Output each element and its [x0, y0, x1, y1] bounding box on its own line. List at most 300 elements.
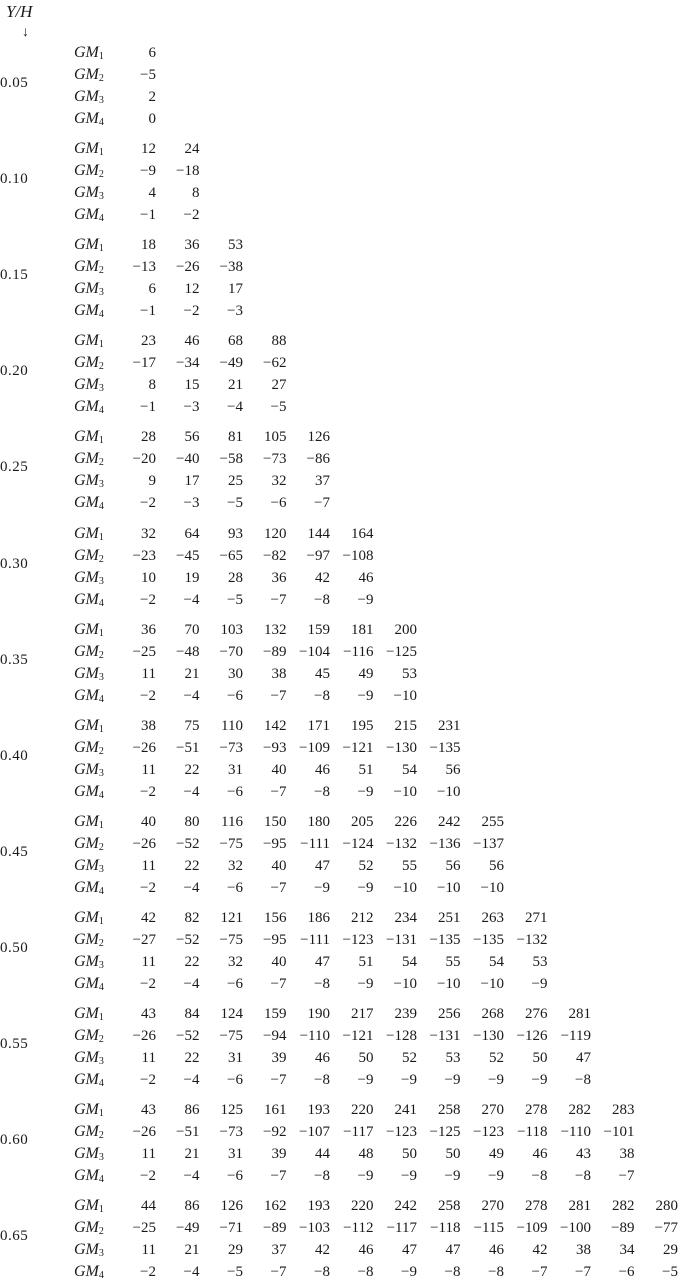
table-cell: 50 — [445, 1146, 461, 1163]
table-cell: −9 — [357, 1168, 374, 1185]
table-cell: −89 — [263, 1220, 287, 1237]
gm-label-base: GM — [74, 812, 99, 830]
table-cell: −7 — [270, 879, 287, 896]
table-cell: −9 — [357, 687, 374, 704]
table-cell: −126 — [516, 1028, 548, 1044]
table-cell: 64 — [184, 525, 200, 542]
table-cell: −121 — [342, 739, 374, 756]
gm-label-subscript: 4 — [98, 405, 104, 417]
table-cell: −10 — [480, 975, 504, 992]
table-cell: −52 — [176, 835, 200, 852]
gm-label-subscript: 2 — [98, 1034, 104, 1045]
table-cell: 132 — [264, 621, 287, 638]
table-cell: 31 — [228, 1146, 243, 1163]
gm-label — [74, 492, 104, 518]
table-cell: 12 — [141, 141, 156, 158]
table-cell: 43 — [576, 1146, 591, 1163]
table-cell: −89 — [611, 1220, 635, 1237]
table-cell: 276 — [525, 1006, 548, 1022]
table-row — [0, 1069, 700, 1091]
table-cell: −2 — [183, 303, 200, 320]
table-cell: 49 — [489, 1146, 504, 1163]
gm-label — [74, 589, 104, 615]
gm-label-base: GM — [74, 782, 99, 800]
table-cell: 51 — [358, 953, 374, 970]
table-cell: 38 — [271, 665, 287, 682]
yh-group — [0, 330, 700, 418]
table-cell: −7 — [270, 975, 287, 992]
table-cell: −23 — [132, 547, 156, 564]
table-row — [0, 641, 700, 663]
gm-label-subscript: 2 — [98, 1226, 104, 1238]
table-cell: −131 — [429, 1028, 461, 1044]
table-cell: −51 — [176, 1124, 200, 1141]
yh-value: 0.60 — [0, 1132, 29, 1149]
table-cell: −3 — [183, 399, 200, 416]
table-cell: −117 — [343, 1124, 374, 1141]
gm-label-base: GM — [74, 66, 99, 83]
table-cell: −123 — [342, 931, 374, 948]
table-cell: 82 — [184, 909, 200, 926]
table-cell: −6 — [270, 495, 287, 512]
table-row — [0, 138, 700, 160]
table-cell: −115 — [473, 1220, 504, 1237]
table-cell: 46 — [184, 333, 200, 350]
table-cell: −5 — [140, 67, 156, 83]
table-cell: 270 — [481, 1102, 504, 1119]
table-row — [0, 781, 700, 803]
table-cell: −111 — [300, 835, 330, 852]
table-cell: −8 — [488, 1264, 504, 1281]
table-cell: −4 — [227, 399, 243, 416]
table-cell: −10 — [393, 783, 417, 800]
gm-label-base: GM — [74, 428, 99, 446]
table-row — [0, 42, 700, 64]
table-row — [0, 1261, 700, 1283]
table-cell: −5 — [227, 495, 243, 512]
table-cell: 43 — [141, 1006, 156, 1022]
table-cell: 256 — [438, 1006, 461, 1022]
table-cell: 186 — [307, 909, 330, 926]
gm-label-subscript: 4 — [98, 1078, 104, 1089]
gm-label-base: GM — [74, 642, 99, 660]
gm-label-subscript: 2 — [98, 1130, 104, 1142]
gm-label-base: GM — [74, 184, 99, 202]
gm-label-subscript: 1 — [98, 915, 104, 927]
table-cell: −6 — [227, 879, 243, 896]
table-cell: 11 — [141, 761, 156, 778]
table-cell: 4 — [148, 185, 156, 202]
table-cell: 22 — [184, 857, 200, 874]
table-cell: 36 — [141, 621, 156, 638]
gm-label-subscript: 4 — [98, 693, 104, 705]
table-cell: −73 — [219, 739, 243, 756]
gm-label-base: GM — [74, 494, 99, 512]
yh-value: 0.40 — [0, 747, 29, 764]
gm-label-base: GM — [74, 856, 99, 874]
table-row — [0, 589, 700, 611]
yh-value: 0.50 — [0, 939, 29, 956]
table-row — [0, 1165, 700, 1187]
table-cell: 86 — [184, 1102, 200, 1119]
table-cell: −4 — [183, 687, 200, 704]
table-cell: −97 — [306, 547, 330, 564]
gm-label — [74, 1165, 104, 1191]
table-cell: 48 — [358, 1146, 374, 1163]
table-cell: 36 — [271, 569, 287, 586]
table-cell: 47 — [402, 1242, 417, 1259]
table-cell: −9 — [140, 163, 156, 180]
table-cell: −9 — [444, 1072, 461, 1088]
table-cell: 6 — [148, 281, 156, 298]
table-row — [0, 1003, 700, 1025]
table-cell: 278 — [525, 1198, 548, 1215]
gm-label-subscript: 4 — [98, 309, 104, 321]
table-cell: 270 — [481, 1198, 504, 1215]
table-cell: 53 — [402, 665, 417, 682]
table-cell: 56 — [489, 857, 504, 874]
gm-label-subscript: 4 — [98, 885, 104, 897]
gm-label-base: GM — [74, 1219, 99, 1237]
gm-label-subscript: 3 — [98, 287, 104, 299]
table-row — [0, 545, 700, 567]
table-cell: 212 — [351, 909, 374, 926]
table-cell: 21 — [184, 1242, 200, 1259]
gm-label-base: GM — [74, 738, 99, 756]
table-row — [0, 1099, 700, 1121]
table-cell: −9 — [488, 1168, 504, 1185]
table-cell: −25 — [132, 643, 156, 660]
gm-label-subscript: 1 — [98, 435, 104, 447]
yh-value: 0.10 — [0, 171, 29, 188]
table-cell: 282 — [612, 1198, 635, 1215]
table-cell: −48 — [176, 643, 200, 660]
table-cell: −10 — [393, 879, 417, 896]
table-cell: −38 — [219, 259, 243, 276]
table-cell: −130 — [386, 739, 417, 756]
table-cell: −7 — [270, 1168, 287, 1185]
table-row — [0, 663, 700, 685]
table-cell: 46 — [532, 1146, 548, 1163]
table-cell: 242 — [394, 1198, 417, 1215]
yh-group — [0, 523, 700, 611]
table-cell: 231 — [438, 717, 461, 734]
table-cell: 38 — [141, 717, 156, 734]
gm-label-base: GM — [74, 620, 99, 638]
table-cell: 11 — [141, 953, 156, 970]
table-cell: 11 — [141, 665, 156, 682]
gm-label-base: GM — [74, 686, 99, 704]
table-cell: 156 — [264, 909, 287, 926]
table-cell: 86 — [184, 1198, 200, 1215]
table-cell: 110 — [221, 717, 243, 734]
gm-label-subscript: 3 — [98, 1152, 104, 1164]
table-cell: −100 — [560, 1220, 591, 1237]
table-cell: −25 — [132, 1220, 156, 1237]
table-cell: −26 — [176, 259, 200, 276]
table-cell: 38 — [619, 1146, 635, 1163]
table-cell: 68 — [228, 333, 243, 350]
gm-label-base: GM — [74, 376, 99, 394]
gm-label-base: GM — [74, 450, 99, 468]
table-cell: 46 — [315, 761, 330, 778]
table-cell: −4 — [183, 1168, 200, 1185]
table-cell: 120 — [264, 525, 287, 542]
table-cell: 217 — [351, 1006, 374, 1022]
gm-label-subscript: 3 — [98, 95, 104, 106]
table-cell: −9 — [401, 1072, 417, 1088]
table-cell: −10 — [393, 975, 417, 992]
yh-group — [0, 1099, 700, 1187]
table-cell: 195 — [351, 717, 374, 734]
table-row — [0, 1025, 700, 1047]
table-row — [0, 374, 700, 396]
gm-label-subscript: 2 — [98, 169, 104, 181]
table-cell: −9 — [314, 879, 330, 896]
yh-group — [0, 42, 700, 130]
table-row — [0, 330, 700, 352]
gm-label — [74, 685, 104, 711]
table-cell: 180 — [307, 813, 330, 830]
table-row — [0, 973, 700, 995]
table-cell: −7 — [531, 1264, 548, 1281]
gm-label-base: GM — [74, 110, 99, 127]
gm-label-subscript: 2 — [98, 73, 104, 84]
gm-label-subscript: 1 — [98, 243, 104, 255]
table-cell: 56 — [445, 761, 461, 778]
table-cell: 11 — [141, 857, 156, 874]
table-cell: 103 — [220, 621, 243, 638]
table-cell: 105 — [264, 429, 287, 446]
table-cell: −123 — [386, 1124, 417, 1141]
table-row — [0, 1217, 700, 1239]
table-row — [0, 108, 700, 130]
table-cell: −103 — [299, 1220, 330, 1237]
table-cell: 11 — [141, 1146, 156, 1163]
table-cell: 25 — [228, 473, 243, 490]
table-cell: −77 — [654, 1220, 678, 1237]
table-cell: −7 — [618, 1168, 635, 1185]
gm-label-base: GM — [74, 302, 99, 320]
table-cell: 159 — [264, 1006, 287, 1022]
table-row — [0, 1143, 700, 1165]
table-cell: 47 — [315, 953, 330, 970]
table-cell: −4 — [183, 783, 200, 800]
table-row — [0, 929, 700, 951]
table-cell: −110 — [299, 1028, 330, 1044]
table-cell: 164 — [351, 525, 374, 542]
table-cell: −8 — [575, 1168, 591, 1185]
table-cell: −2 — [140, 1264, 156, 1281]
table-cell: −75 — [219, 1028, 243, 1044]
gm-label-subscript: 4 — [98, 981, 104, 993]
gm-label-base: GM — [74, 546, 99, 564]
table-cell: −4 — [183, 591, 200, 608]
table-cell: −73 — [263, 451, 287, 468]
table-row — [0, 160, 700, 182]
table-cell: 47 — [315, 857, 330, 874]
table-cell: −49 — [219, 355, 243, 372]
table-row — [0, 523, 700, 545]
yh-value: 0.20 — [0, 363, 29, 380]
table-cell: 52 — [489, 1050, 504, 1066]
table-row — [0, 619, 700, 641]
gm-label-subscript: 1 — [98, 147, 104, 159]
table-cell: 241 — [394, 1102, 417, 1119]
gm-label-base: GM — [74, 834, 99, 852]
table-cell: −58 — [219, 451, 243, 468]
table-cell: −73 — [219, 1124, 243, 1141]
table-cell: 22 — [184, 1050, 200, 1066]
table-cell: −5 — [270, 399, 287, 416]
table-row — [0, 833, 700, 855]
table-row — [0, 234, 700, 256]
table-cell: 40 — [271, 761, 287, 778]
gm-label-subscript: 2 — [98, 937, 104, 949]
table-cell: −2 — [140, 783, 156, 800]
table-cell: −2 — [140, 1072, 156, 1088]
gm-label-subscript: 1 — [98, 723, 104, 735]
table-cell: 46 — [358, 1242, 374, 1259]
table-cell: −6 — [618, 1264, 635, 1281]
table-cell: 28 — [141, 429, 156, 446]
table-row — [0, 86, 700, 108]
gm-label-subscript: 4 — [98, 1270, 104, 1282]
table-cell: −9 — [357, 879, 374, 896]
table-cell: 220 — [351, 1102, 374, 1119]
table-cell: 54 — [489, 953, 504, 970]
gm-label-subscript: 4 — [98, 597, 104, 609]
table-cell: −75 — [219, 835, 243, 852]
table-cell: 52 — [402, 1050, 417, 1066]
table-row — [0, 426, 700, 448]
gm-label-base: GM — [74, 140, 99, 158]
table-cell: −4 — [183, 879, 200, 896]
table-cell: −7 — [314, 495, 330, 512]
table-cell: 42 — [315, 1242, 330, 1259]
table-cell: 271 — [525, 909, 548, 926]
gm-label-base: GM — [74, 280, 99, 298]
table-row — [0, 685, 700, 707]
gm-label-subscript: 1 — [98, 1012, 104, 1023]
yh-value: 0.30 — [0, 555, 29, 572]
table-cell: 21 — [184, 665, 200, 682]
table-cell: 255 — [481, 813, 504, 830]
table-cell: −8 — [531, 1168, 548, 1185]
table-cell: 121 — [220, 909, 243, 926]
table-cell: 55 — [445, 953, 461, 970]
table-cell: −8 — [444, 1264, 461, 1281]
table-cell: 220 — [351, 1198, 374, 1215]
table-cell: −8 — [575, 1072, 591, 1088]
table-cell: −4 — [183, 1264, 200, 1281]
table-row — [0, 1121, 700, 1143]
gm-label-base: GM — [74, 974, 99, 992]
table-cell: 282 — [568, 1102, 591, 1119]
table-cell: −26 — [132, 1028, 156, 1044]
table-cell: 2 — [148, 89, 156, 105]
table-cell: −71 — [219, 1220, 243, 1237]
table-cell: −8 — [357, 1264, 374, 1281]
table-cell: −6 — [227, 1168, 243, 1185]
gm-label-subscript: 3 — [98, 479, 104, 491]
table-cell: 32 — [228, 953, 243, 970]
gm-label-subscript: 4 — [98, 213, 104, 225]
table-cell: −121 — [342, 1028, 374, 1044]
gm-label-base: GM — [74, 88, 99, 105]
table-cell: 37 — [315, 473, 330, 490]
table-row — [0, 182, 700, 204]
gm-label-base: GM — [74, 1027, 99, 1044]
table-cell: 53 — [532, 953, 548, 970]
table-cell: 280 — [655, 1198, 678, 1215]
table-cell: 193 — [307, 1102, 330, 1119]
table-row — [0, 567, 700, 589]
table-cell: −49 — [176, 1220, 200, 1237]
table-cell: 8 — [148, 377, 156, 394]
gm-label — [74, 204, 104, 230]
table-cell: −2 — [140, 687, 156, 704]
table-cell: 200 — [394, 621, 417, 638]
table-cell: 161 — [264, 1102, 287, 1119]
table-cell: −26 — [132, 739, 156, 756]
table-cell: −118 — [430, 1220, 461, 1237]
table-cell: −131 — [386, 931, 417, 948]
table-cell: −5 — [227, 1264, 243, 1281]
table-cell: 125 — [220, 1102, 243, 1119]
table-cell: −119 — [560, 1028, 591, 1044]
table-cell: 44 — [141, 1198, 156, 1215]
table-cell: 21 — [184, 1146, 200, 1163]
yh-group — [0, 907, 700, 995]
table-cell: −9 — [531, 1072, 548, 1088]
gm-label-subscript: 4 — [98, 789, 104, 801]
table-cell: 80 — [184, 813, 200, 830]
gm-label-subscript: 2 — [98, 457, 104, 469]
gm-label-base: GM — [74, 1145, 99, 1163]
table-cell: −9 — [357, 975, 374, 992]
table-row — [0, 64, 700, 86]
table-cell: −2 — [140, 495, 156, 512]
table-cell: −51 — [176, 739, 200, 756]
table-cell: 215 — [394, 717, 417, 734]
table-cell: 53 — [228, 237, 243, 254]
table-cell: −26 — [132, 835, 156, 852]
gm-label-subscript: 3 — [98, 767, 104, 779]
table-cell: −8 — [314, 687, 330, 704]
gm-label-subscript: 4 — [98, 117, 104, 128]
gm-label-base: GM — [74, 590, 99, 608]
table-cell: −20 — [132, 451, 156, 468]
table-cell: 251 — [438, 909, 461, 926]
table-cell: 32 — [271, 473, 287, 490]
table-cell: −1 — [140, 303, 156, 320]
table-cell: −70 — [219, 643, 243, 660]
table-cell: 190 — [307, 1006, 330, 1022]
gm-label-base: GM — [74, 1241, 99, 1259]
table-cell: 6 — [148, 45, 156, 61]
gm-label — [74, 1069, 104, 1095]
gm-label-subscript: 3 — [98, 1056, 104, 1067]
table-cell: 37 — [271, 1242, 287, 1259]
table-cell: −52 — [176, 931, 200, 948]
table-cell: 242 — [438, 813, 461, 830]
table-cell: 88 — [271, 333, 287, 350]
table-cell: −109 — [299, 739, 330, 756]
table-cell: 19 — [184, 569, 200, 586]
table-cell: 50 — [402, 1146, 417, 1163]
gm-label-subscript: 2 — [98, 841, 104, 853]
